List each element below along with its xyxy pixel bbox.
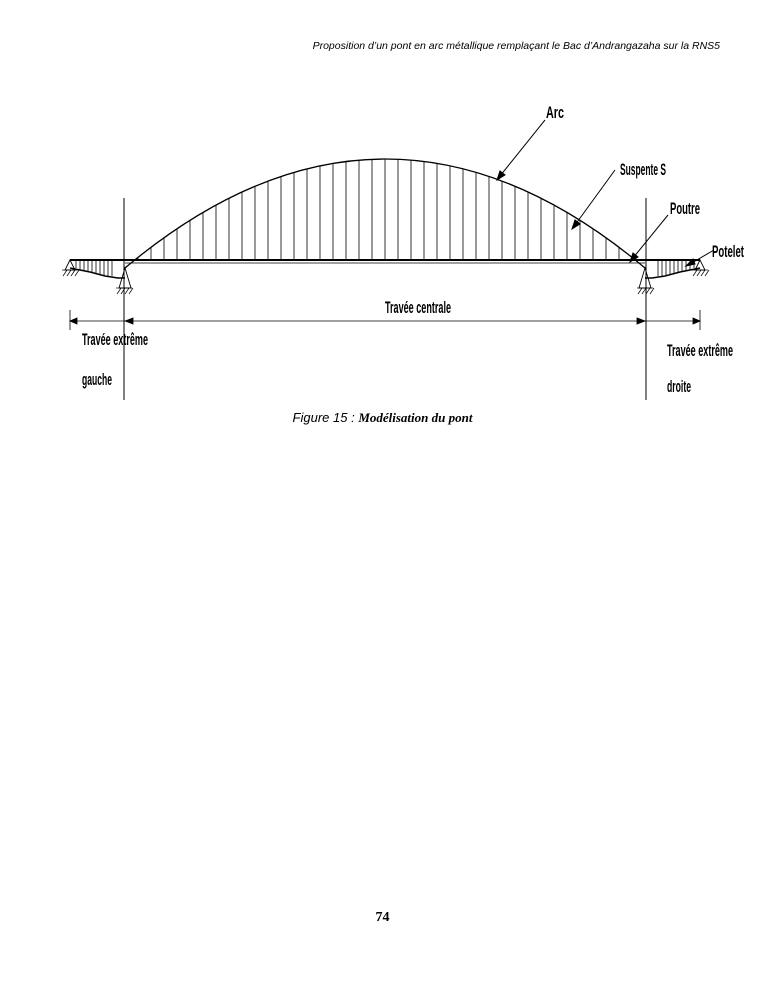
label-poutre: Poutre	[670, 199, 700, 218]
label-travee-droite-line2: droite	[667, 377, 691, 396]
label-arc: Arc	[546, 103, 564, 122]
dimension-central	[125, 318, 645, 324]
caption-title: Modélisation du pont	[358, 410, 473, 425]
caption-number: Figure 15 :	[292, 410, 359, 425]
left-bank	[70, 268, 125, 278]
hangers-group	[138, 159, 632, 260]
label-potelet: Potelet	[712, 242, 745, 261]
label-travee-centrale: Travée centrale	[385, 298, 451, 317]
page-number: 74	[375, 910, 390, 925]
dimension-right	[645, 310, 700, 330]
label-suspente: Suspente S	[620, 160, 666, 179]
label-travee-gauche-line1: Travée extrême	[82, 330, 148, 349]
dimension-left	[70, 310, 125, 330]
label-travee-gauche-line2: gauche	[82, 370, 112, 389]
page-header: Proposition d’un pont en arc métallique remplaçant le Bac d’Andrangazaha sur la RNS5	[312, 40, 720, 52]
right-bank	[645, 268, 700, 278]
label-travee-droite-line1: Travée extrême	[667, 341, 733, 360]
figure-caption	[0, 410, 765, 426]
